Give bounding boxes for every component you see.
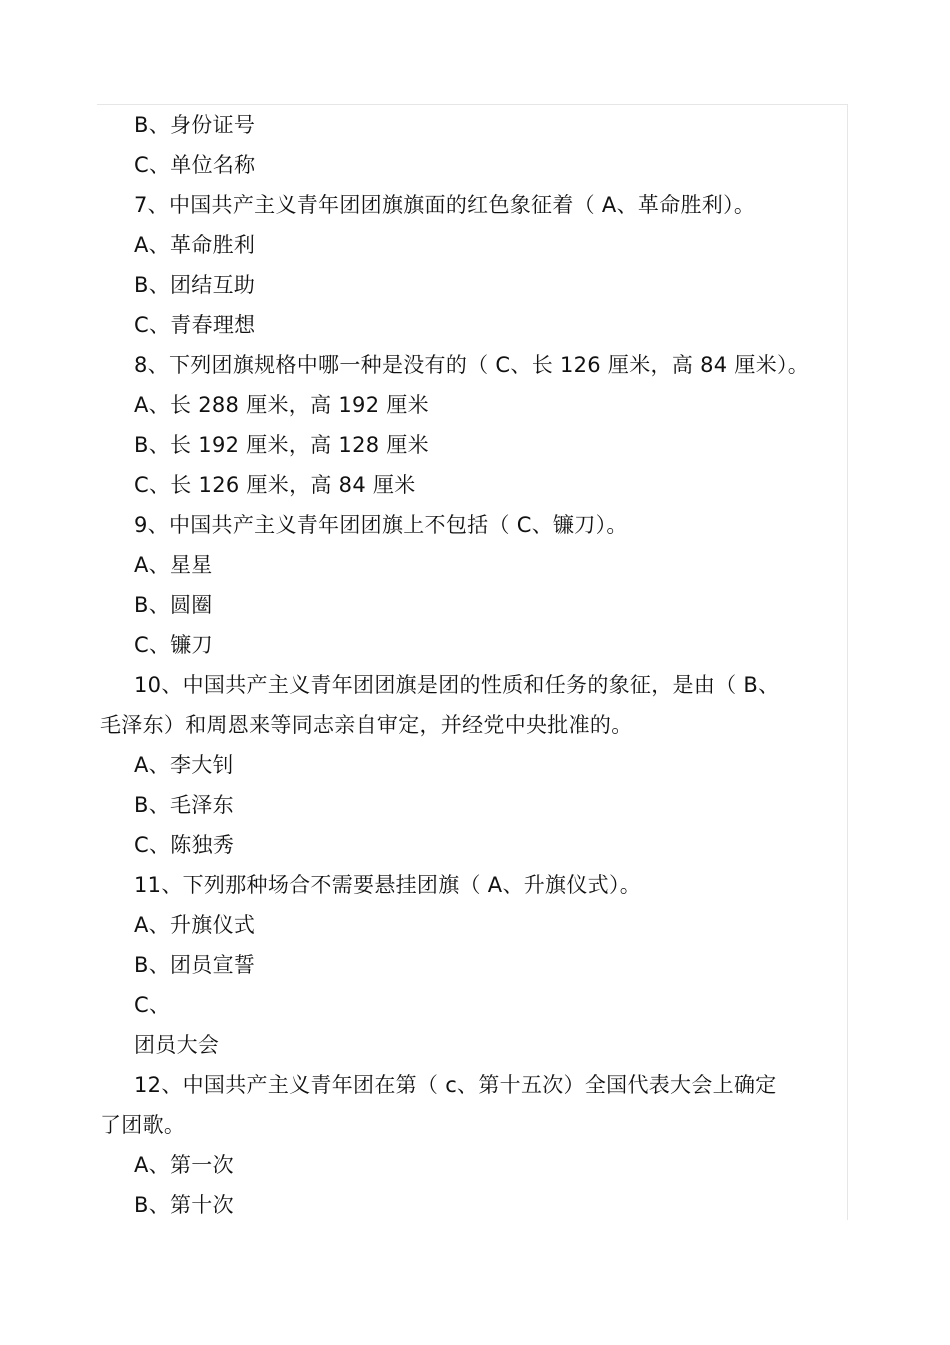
option-line: C、陈独秀 <box>134 833 235 857</box>
option-line: B、圆圈 <box>134 593 213 617</box>
option-line: C、单位名称 <box>134 153 256 177</box>
option-line: B、团结互助 <box>134 273 256 297</box>
option-line: C、镰刀 <box>134 633 213 657</box>
option-line: A、长 288 厘米，高 192 厘米 <box>134 393 429 417</box>
page-border-top <box>97 104 848 105</box>
option-line: B、长 192 厘米，高 128 厘米 <box>134 433 429 457</box>
option-line: A、第一次 <box>134 1153 234 1177</box>
question-line: 10、中国共产主义青年团团旗是团的性质和任务的象征，是由（ B、 <box>134 673 780 697</box>
option-line: B、第十次 <box>134 1193 234 1217</box>
option-line: B、毛泽东 <box>134 793 234 817</box>
option-line: C、 <box>134 993 171 1017</box>
question-line: 12、中国共产主义青年团在第（ c、第十五次）全国代表大会上确定 <box>134 1073 777 1097</box>
page-border-right <box>847 104 848 1220</box>
question-line: 11、下列那种场合不需要悬挂团旗（ A、升旗仪式）。 <box>134 873 642 897</box>
option-line: A、革命胜利 <box>134 233 256 257</box>
option-line: A、李大钊 <box>134 753 234 777</box>
option-line: C、长 126 厘米，高 84 厘米 <box>134 473 416 497</box>
option-line: A、星星 <box>134 553 213 577</box>
question-line: 7、中国共产主义青年团团旗旗面的红色象征着（ A、革命胜利）。 <box>134 193 756 217</box>
option-line: 团员大会 <box>134 1033 220 1057</box>
option-line: A、升旗仪式 <box>134 913 256 937</box>
question-line-continued: 了团歌。 <box>100 1113 186 1137</box>
question-line: 9、中国共产主义青年团团旗上不包括（ C、镰刀）。 <box>134 513 628 537</box>
option-line: B、团员宣誓 <box>134 953 256 977</box>
option-line: C、青春理想 <box>134 313 256 337</box>
question-line-continued: 毛泽东）和周恩来等同志亲自审定，并经党中央批准的。 <box>100 713 633 737</box>
question-line: 8、下列团旗规格中哪一种是没有的（ C、长 126 厘米，高 84 厘米）。 <box>134 353 810 377</box>
option-line: B、身份证号 <box>134 113 256 137</box>
